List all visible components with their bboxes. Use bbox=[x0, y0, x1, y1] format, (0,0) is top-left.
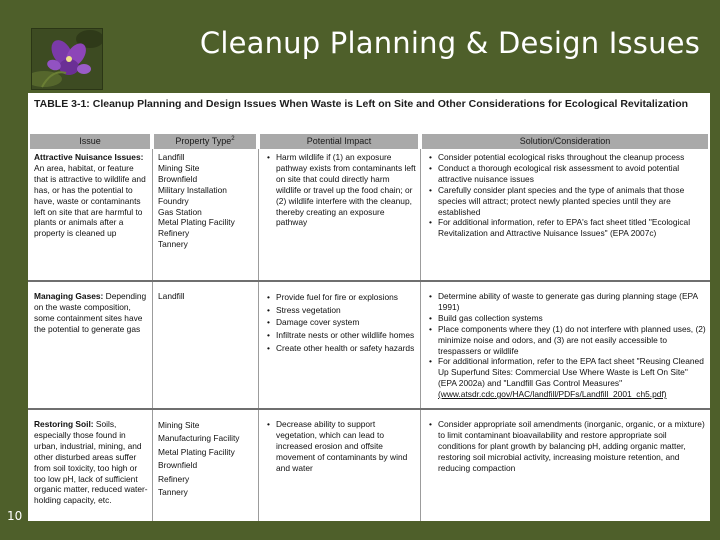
issue-text: Soils, especially those found in urban, industrial, mining, and other disturbed areas suffer from soil toxicity, too high or too low pH, lack of sufficient organic matter, reduced water-holding capacity, etc. bbox=[34, 419, 148, 506]
issue-label: Restoring Soil: bbox=[34, 419, 94, 429]
property-type: Gas Station bbox=[158, 206, 202, 217]
solution-item: • Determine ability of waste to generate gas during planning stage (EPA 1991) bbox=[424, 291, 706, 313]
flower-image bbox=[32, 29, 102, 89]
property-type: Foundry bbox=[158, 195, 189, 206]
impact-item: • Provide fuel for fire or explosions bbox=[262, 291, 416, 304]
solution-item: • Build gas collection systems bbox=[424, 313, 706, 324]
issue-text: Depending on the waste composition, some containment sites have the potential to generate gas bbox=[34, 291, 147, 334]
row2-property-types bbox=[158, 291, 256, 406]
header-property-type-text: Property Type bbox=[175, 136, 232, 146]
property-type: Mining Site bbox=[158, 420, 200, 430]
row3-issue bbox=[34, 419, 148, 521]
solution-item: • Conduct a thorough ecological risk assessment to avoid potential attractive nuisance issues bbox=[424, 163, 706, 185]
solution-item: • For additional information, refer to EPA's fact sheet titled "Ecological Revitalization and Attractive Nuisance Issues" (EPA 2007c) bbox=[424, 217, 706, 239]
solution-item: • Carefully consider plant species and the type of animals that those species will attract; protect newly planted species until they are established bbox=[424, 185, 706, 218]
row1-solutions bbox=[424, 152, 706, 278]
row2-issue bbox=[34, 291, 148, 406]
impact-item: • Decrease ability to support vegetation, which can lead to increased erosion and offsite movement of contaminants by wind and water bbox=[262, 419, 416, 474]
row3-solutions bbox=[424, 419, 706, 519]
flower-photo bbox=[31, 28, 103, 90]
row2-solutions bbox=[424, 291, 706, 406]
row-divider bbox=[28, 280, 710, 282]
header-potential-impact: Potential Impact bbox=[258, 134, 420, 149]
property-type: Landfill bbox=[158, 152, 185, 162]
header-property-type bbox=[152, 134, 258, 149]
issue-text: An area, habitat, or feature that is attractive to wildlife and has, or has the potential to have, waste or contaminants left on site that are harmful to plants or animals after a property is cleaned up bbox=[34, 162, 146, 239]
table-title-text: Cleanup Planning and Design Issues When Waste is Left on Site and Other Considerations for Ecological Revitalization bbox=[92, 98, 689, 110]
impact-item: • Infiltrate nests or other wildlife homes bbox=[262, 329, 416, 342]
impact-item: • Create other health or safety hazards bbox=[262, 342, 416, 355]
solution-link[interactable]: (www.atsdr.cdc.gov/HAC/landfill/PDFs/Landfill_2001_ch5.pdf) bbox=[438, 389, 667, 400]
solution-item bbox=[424, 356, 706, 400]
property-type: Refinery bbox=[158, 473, 190, 484]
solution-text: For additional information, refer to the EPA fact sheet "Reusing Cleaned Up Superfund Sites: Commercial Use Where Waste is Left On Site" (EPA 2002a) and "Landfill Gas Control Measures" bbox=[438, 356, 704, 389]
impact-item: • Harm wildlife if (1) an exposure pathway exists from contaminants left on site that could directly harm wildlife or travel up the food chain; or (2) wildlife interfere with the cleanup, thereby creating an exposure pathway bbox=[262, 152, 416, 228]
property-type: Landfill bbox=[158, 291, 185, 301]
row3-property-types bbox=[158, 419, 256, 519]
issue-label: Attractive Nuisance Issues: bbox=[34, 152, 144, 162]
row1-issue bbox=[34, 152, 148, 278]
column-divider bbox=[152, 149, 153, 521]
issue-label: Managing Gases: bbox=[34, 291, 104, 301]
row3-impacts bbox=[262, 419, 416, 519]
table-title bbox=[34, 98, 694, 110]
property-type: Military Installation bbox=[158, 184, 227, 195]
solution-item: • Consider appropriate soil amendments (inorganic, organic, or a mixture) to limit contaminant bioavailability and restore appropriate soil conditions for plant growth by balancing pH, adding organic matter, restoring soil microbial activity, increasing moisture retention, and reducing compaction bbox=[424, 419, 706, 474]
property-type: Manufacturing Facility bbox=[158, 433, 240, 444]
property-type: Tannery bbox=[158, 239, 188, 250]
slide-title: Cleanup Planning & Design Issues bbox=[199, 26, 700, 60]
property-type: Brownfield bbox=[158, 173, 198, 184]
solution-item: • Consider potential ecological risks throughout the cleanup process bbox=[424, 152, 706, 163]
slide-number: 10 bbox=[7, 509, 23, 523]
property-type: Refinery bbox=[158, 228, 190, 239]
row2-impacts bbox=[262, 291, 416, 406]
row1-property-types bbox=[158, 152, 256, 278]
header-issue: Issue bbox=[28, 134, 152, 149]
property-type: Metal Plating Facility bbox=[158, 217, 235, 228]
solution-item: • Place components where they (1) do not interfere with planned uses, (2) minimize noise and odors, and (3) are not easily accessible to trespassers or wildlife bbox=[424, 324, 706, 357]
table-number: TABLE 3-1: bbox=[34, 98, 90, 110]
property-type: Metal Plating Facility bbox=[158, 446, 235, 457]
property-type: Mining Site bbox=[158, 162, 200, 173]
column-divider bbox=[258, 149, 259, 521]
property-type: Tannery bbox=[158, 487, 188, 498]
row1-impacts bbox=[262, 152, 416, 278]
column-divider bbox=[420, 149, 421, 521]
row-divider bbox=[28, 408, 710, 410]
header-superscript: 2 bbox=[231, 136, 235, 142]
property-type: Brownfield bbox=[158, 460, 198, 471]
impact-item: • Stress vegetation bbox=[262, 304, 416, 317]
header-solution: Solution/Consideration bbox=[420, 134, 710, 149]
document-image bbox=[28, 93, 710, 521]
impact-item: • Damage cover system bbox=[262, 316, 416, 329]
